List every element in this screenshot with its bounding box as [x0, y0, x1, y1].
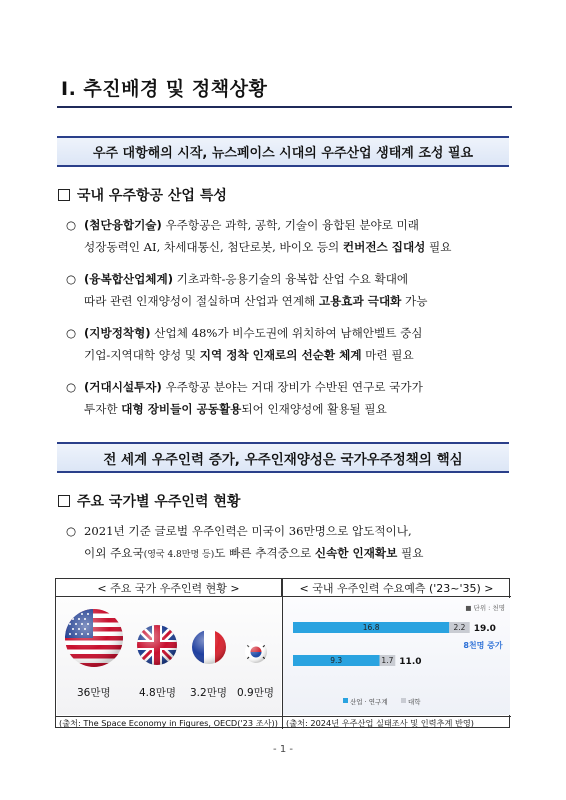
- bullet-tag: (거대시설투자): [84, 380, 162, 394]
- bullet-text: 투자한: [84, 402, 122, 416]
- figure-left-source: (출처: The Space Economy in Figures, OECD('23 조사)): [56, 716, 282, 729]
- bullet-line-2: [66, 398, 514, 420]
- bullet-line-2: [66, 236, 514, 258]
- page-title: Ⅰ. 추진배경 및 정책상황: [57, 74, 512, 108]
- bullet-tag: (융복합산업체계): [84, 272, 173, 286]
- bullet-text: 2021년 기준 글로벌 우주인력은 미국이 36만명으로 압도적이나,: [84, 524, 412, 538]
- bullet-text: 기업-지역대학 양성 및: [84, 348, 200, 362]
- bullet-line-2: [66, 344, 514, 366]
- bar-value-label: 16.8: [362, 623, 380, 632]
- circle-bullet-icon: ○: [66, 380, 77, 394]
- bullet-tag: (첨단융합기술): [84, 218, 162, 232]
- circle-bullet-icon: ○: [66, 272, 77, 286]
- bullet-emphasis: 지역 정착 인재로의 선순환 체계: [199, 348, 362, 362]
- bullet-item: [66, 214, 514, 258]
- circle-bullet-icon: ○: [66, 524, 77, 538]
- bullet-item: [66, 520, 514, 566]
- workforce-demand-chart: [283, 598, 510, 715]
- uk-workforce-label: 4.8만명: [139, 687, 176, 699]
- bullet-text: 마련 필요: [361, 348, 414, 362]
- country-workforce-panel: [57, 598, 281, 715]
- page-number: - 1 -: [273, 744, 293, 755]
- legend-label-industry: 산업 · 연구계: [350, 698, 388, 706]
- headline-banner-1: 우주 대항해의 시작, 뉴스페이스 시대의 우주산업 생태계 조성 필요: [57, 136, 509, 167]
- korea-workforce-label: 0.9만명: [237, 687, 274, 699]
- france-workforce-label: 3.2만명: [190, 687, 227, 699]
- bullet-tag: (지방정착형): [84, 326, 151, 340]
- bullet-text: 도 빠른 추격중으로: [214, 546, 315, 560]
- bullet-line-1: [66, 322, 514, 344]
- bullet-emphasis: 신속한 인재확보: [314, 546, 398, 560]
- bullet-line-2: [66, 542, 514, 566]
- bullet-emphasis: 고용효과 극대화: [318, 294, 402, 308]
- bullet-item: [66, 322, 514, 366]
- figure-left-header: < 주요 국가 우주인력 현황 >: [56, 579, 282, 597]
- bullet-text: 따라 관련 인재양성이 절실하며 산업과 연계해: [84, 294, 319, 308]
- bullet-line-1: [66, 520, 514, 542]
- demand-chart-svg: [283, 598, 510, 715]
- bar-value-label: 2.2: [453, 623, 466, 632]
- bullet-line-2: [66, 290, 514, 312]
- bullet-text: 기초과학-응용기술의 융복합 산업 수요 확대에: [173, 272, 409, 286]
- bullet-text: 필요: [425, 240, 452, 254]
- bullet-line-1: [66, 268, 514, 290]
- legend-label-university: 대학: [408, 698, 421, 706]
- korea-flag-icon: [245, 641, 267, 663]
- subheading-2: [58, 491, 240, 511]
- usa-workforce-label: 36만명: [77, 687, 111, 699]
- bar-value-label: 1.7: [381, 656, 394, 665]
- bar-value-label: 9.3: [330, 656, 343, 665]
- bar-total-label: 19.0: [473, 624, 496, 634]
- legend-swatch-industry: [343, 698, 348, 703]
- circle-bullet-icon: ○: [66, 218, 77, 232]
- increase-annotation: 8천명 증가: [463, 641, 503, 650]
- figure-right-source: (출처: 2024년 우주산업 실태조사 및 인력추계 반영): [283, 716, 511, 729]
- bullet-text: 우주항공 분야는 거대 장비가 수반된 연구로 국가가: [161, 380, 423, 394]
- checkbox-square-icon: [58, 495, 70, 507]
- bullet-text: 되어 인재양성에 활용될 필요: [241, 402, 387, 416]
- subheading-1-text: 국내 우주항공 산업 특성: [77, 188, 227, 204]
- usa-flag-icon: [65, 609, 123, 668]
- bullet-line-1: [66, 214, 514, 236]
- circle-bullet-icon: ○: [66, 326, 77, 340]
- figure-right-header: < 국내 우주인력 수요예측 ('23~'35) >: [282, 579, 511, 597]
- bullet-item: [66, 376, 514, 420]
- bullet-text: 우주항공은 과학, 공학, 기술이 융합된 분야로 미래: [161, 218, 419, 232]
- uk-flag-icon: [137, 625, 177, 665]
- figure-table: [55, 578, 510, 728]
- france-flag-icon: [192, 630, 227, 664]
- bullet-emphasis: 대형 장비들이 공동활용: [121, 402, 242, 416]
- bullet-text: 가능: [401, 294, 428, 308]
- checkbox-square-icon: [58, 189, 70, 201]
- headline-banner-2: 전 세계 우주인력 증가, 우주인재양성은 국가우주정책의 핵심: [57, 442, 509, 473]
- unit-note: ■ 단위 : 천명: [465, 604, 505, 612]
- bullet-text: 필요: [397, 546, 424, 560]
- legend-swatch-university: [401, 698, 406, 703]
- subheading-2-text: 주요 국가별 우주인력 현황: [77, 494, 241, 510]
- bullet-emphasis: 컨버전스 집대성: [342, 240, 426, 254]
- bullet-text: 산업체 48%가 비수도권에 위치하여 남해안벨트 중심: [150, 326, 423, 340]
- bar-total-label: 11.0: [399, 657, 422, 667]
- bullet-item: [66, 268, 514, 312]
- bullet-note: (영국 4.8만명 등): [143, 550, 215, 560]
- subheading-1: [58, 185, 227, 205]
- bullet-text: 이외 주요국: [84, 546, 144, 560]
- bullet-line-1: [66, 376, 514, 398]
- bullet-text: 성장동력인 AI, 차세대통신, 첨단로봇, 바이오 등의: [84, 240, 343, 254]
